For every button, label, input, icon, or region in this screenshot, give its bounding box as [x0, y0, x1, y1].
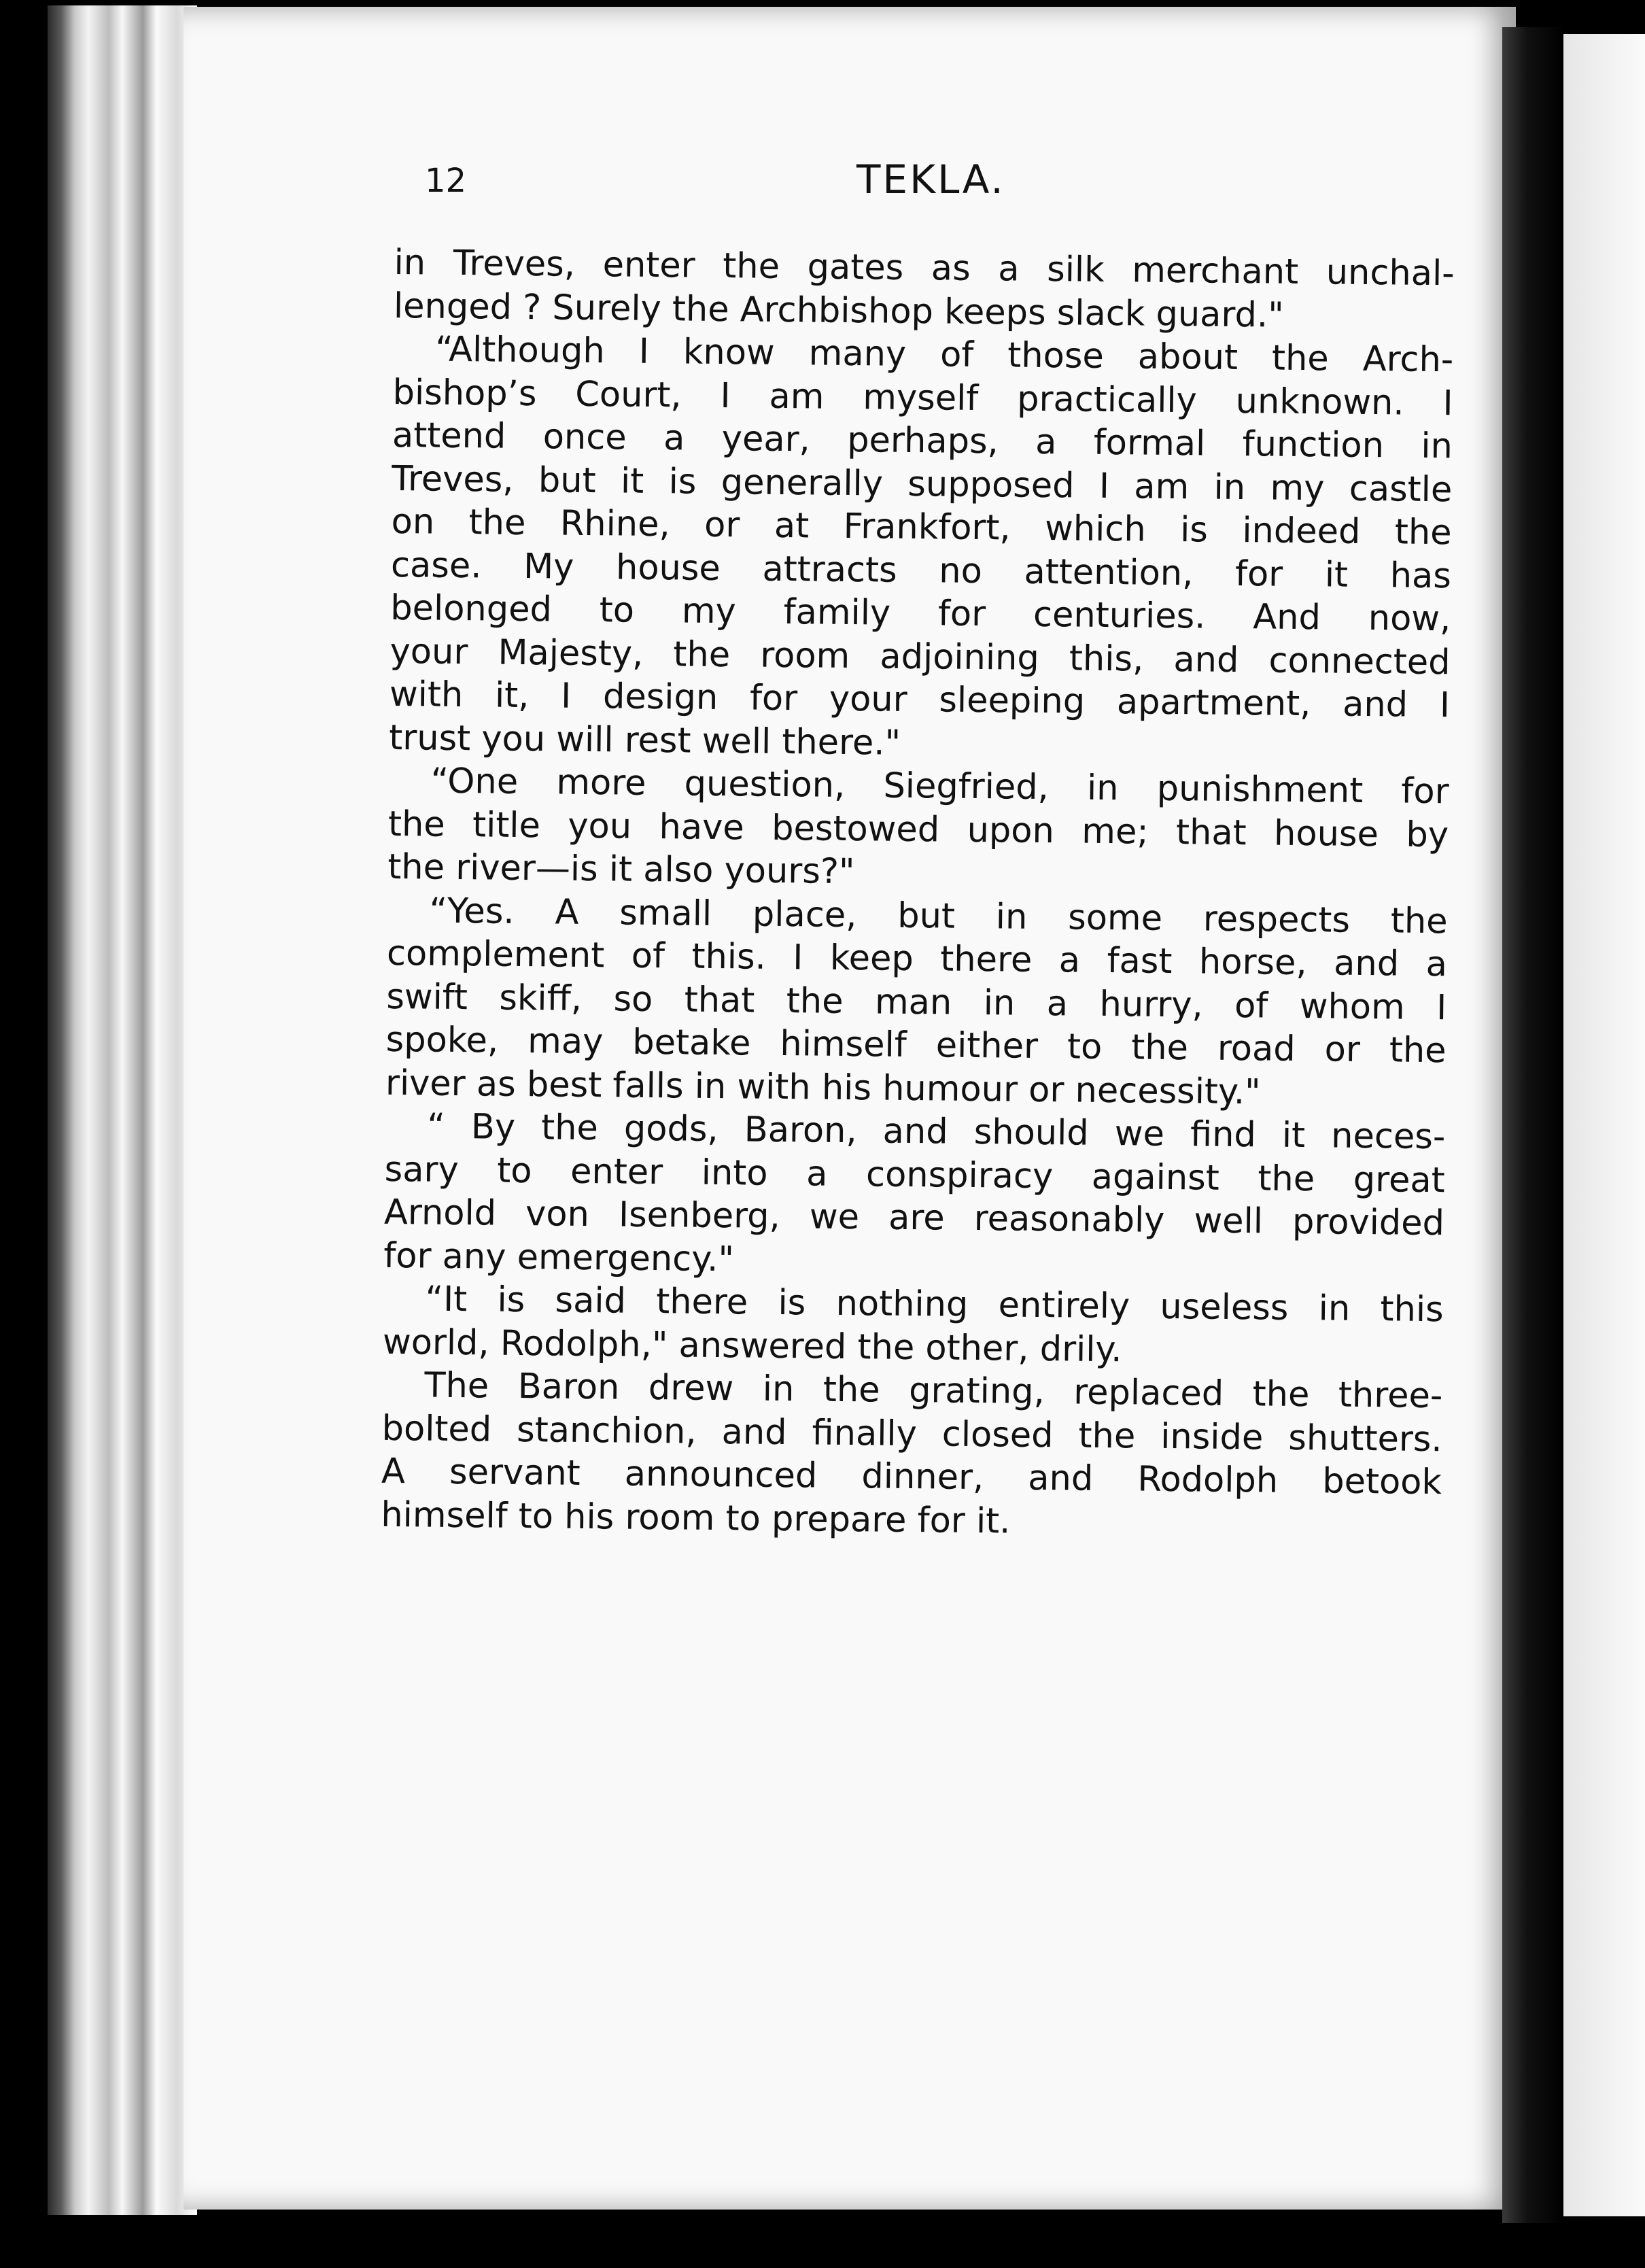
- text-line: The Baron drew in the grating, replaced the three-: [424, 1365, 1443, 1417]
- page-number: 12: [425, 162, 467, 200]
- text-line: belonged to my family for centuries. And now,: [390, 587, 1451, 640]
- text-line: case. My house attracts no attention, for it has: [390, 545, 1452, 596]
- paragraph: [381, 1364, 1443, 1547]
- text-line: on the Rhine, or at Frankfort, which is indeed the: [391, 501, 1452, 553]
- text-line: “ By the gods, Baron, and should we find it neces-: [427, 1106, 1446, 1158]
- text-line: with it, I design for your sleeping apartment, and I: [389, 674, 1451, 726]
- text-line: the title you have bestowed upon me; that house by: [387, 804, 1449, 855]
- text-line: A servant announced dinner, and Rodolph betook: [381, 1451, 1442, 1503]
- text-line: swift skiff, so that the man in a hurry, of whom I: [386, 976, 1447, 1028]
- running-head-title: TEKLA.: [856, 156, 1005, 203]
- text-line: “One more question, Siegfried, in punishment for: [430, 761, 1449, 812]
- paragraph: [387, 759, 1449, 900]
- paragraph: [385, 889, 1448, 1116]
- paragraph: [383, 1105, 1446, 1288]
- text-line: world, Rodolph," answered the other, drily.: [382, 1322, 1122, 1370]
- text-line: your Majesty, the room adjoining this, and connected: [389, 631, 1451, 683]
- text-line: bolted stanchion, and finally closed the inside shutters.: [381, 1408, 1442, 1460]
- facing-page-edge: [1563, 34, 1645, 2216]
- text-line: spoke, may betake himself either to the road or the: [385, 1019, 1447, 1071]
- text-line: “Although I know many of those about the Arch-: [435, 329, 1454, 381]
- text-line: bishop’s Court, I am myself practically unknown. I: [392, 372, 1453, 424]
- text-line: Treves, but it is generally supposed I am in my castle: [392, 458, 1453, 510]
- paragraph: [383, 1277, 1444, 1375]
- text-line: attend once a year, perhaps, a formal function in: [392, 415, 1453, 467]
- paragraph: [389, 328, 1454, 770]
- body-text: [381, 241, 1455, 1547]
- book-binding-edge: [48, 5, 197, 2215]
- text-line: lenged ? Surely the Archbishop keeps slack guard.": [393, 286, 1284, 336]
- text-line: the river—is it also yours?": [387, 846, 855, 893]
- text-line: in Treves, enter the gates as a silk merchant unchal-: [394, 242, 1455, 294]
- paragraph: [394, 241, 1455, 339]
- text-line: himself to his room to prepare for it.: [381, 1494, 1011, 1542]
- text-line: trust you will rest well there.": [389, 717, 901, 763]
- page-header: [425, 156, 1458, 211]
- text-line: “It is said there is nothing entirely useless in this: [425, 1279, 1444, 1330]
- text-line: sary to enter into a conspiracy against the great: [384, 1149, 1445, 1201]
- text-line: Arnold von Isenberg, we are reasonably well provided: [383, 1192, 1445, 1244]
- text-line: for any emergency.": [383, 1235, 735, 1279]
- page-gutter-shadow: [1502, 27, 1563, 2223]
- text-line: river as best falls in with his humour or necessity.": [385, 1063, 1261, 1112]
- text-line: complement of this. I keep there a fast horse, and a: [386, 933, 1448, 985]
- text-line: “Yes. A small place, but in some respects the: [429, 891, 1448, 942]
